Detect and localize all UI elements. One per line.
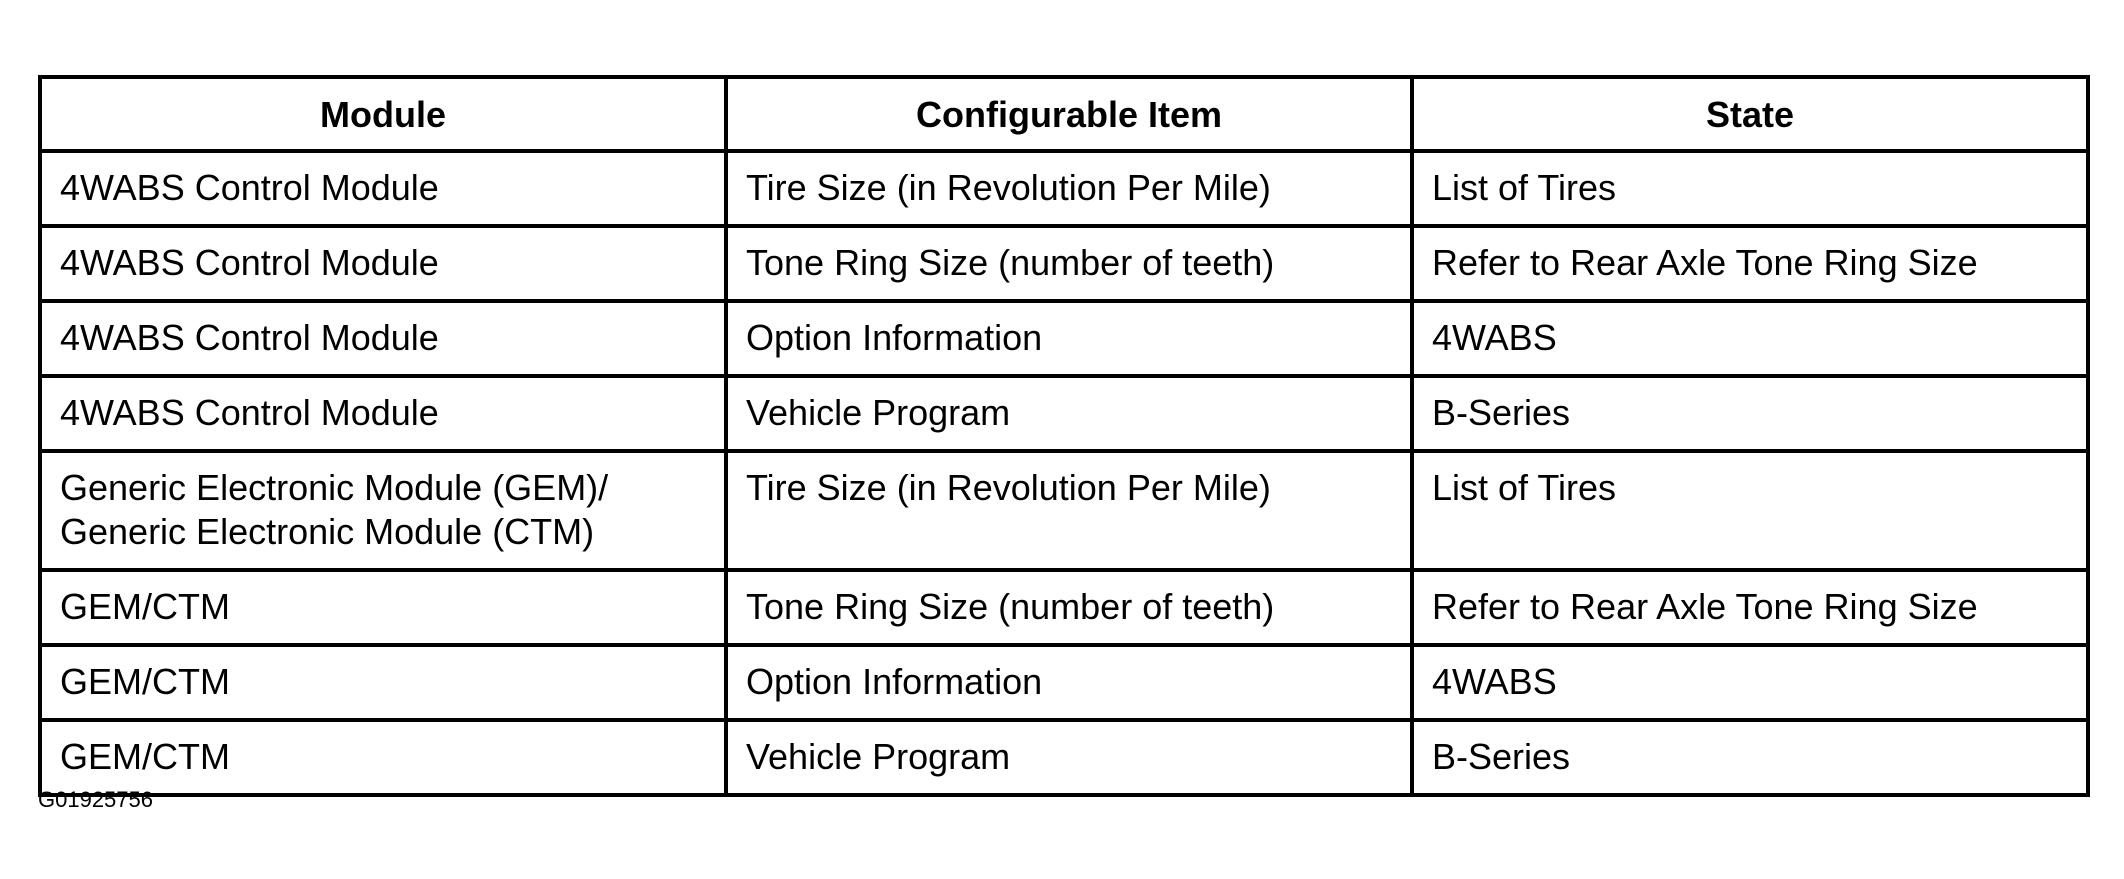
header-module: Module — [40, 77, 726, 151]
header-configurable-item: Configurable Item — [726, 77, 1412, 151]
table-row — [40, 376, 2088, 451]
table-header-row — [40, 77, 2088, 151]
cell-state: Refer to Rear Axle Tone Ring Size — [1412, 226, 2088, 301]
cell-state: 4WABS — [1412, 645, 2088, 720]
cell-configurable-item: Vehicle Program — [726, 720, 1412, 795]
cell-configurable-item: Option Information — [726, 645, 1412, 720]
module-line: 4WABS Control Module — [60, 392, 439, 433]
table-row — [40, 301, 2088, 376]
table-row — [40, 645, 2088, 720]
cell-module — [40, 570, 726, 645]
module-line: Generic Electronic Module (CTM) — [60, 511, 595, 552]
table-row — [40, 226, 2088, 301]
module-line: GEM/CTM — [60, 661, 230, 702]
module-line: GEM/CTM — [60, 736, 230, 777]
cell-module — [40, 645, 726, 720]
table-row — [40, 451, 2088, 570]
cell-configurable-item: Vehicle Program — [726, 376, 1412, 451]
figure-id-label: G01925756 — [38, 787, 153, 812]
module-line: 4WABS Control Module — [60, 242, 439, 283]
module-line: GEM/CTM — [60, 586, 230, 627]
cell-state: B-Series — [1412, 720, 2088, 795]
cell-module — [40, 720, 726, 795]
cell-module — [40, 451, 726, 570]
cell-configurable-item: Tone Ring Size (number of teeth) — [726, 570, 1412, 645]
table-row — [40, 151, 2088, 226]
cell-module — [40, 226, 726, 301]
cell-module — [40, 376, 726, 451]
header-state: State — [1412, 77, 2088, 151]
configuration-table — [38, 75, 2090, 797]
cell-state: B-Series — [1412, 376, 2088, 451]
cell-configurable-item: Option Information — [726, 301, 1412, 376]
module-line: 4WABS Control Module — [60, 317, 439, 358]
cell-state: 4WABS — [1412, 301, 2088, 376]
table-row — [40, 720, 2088, 795]
table-row — [40, 570, 2088, 645]
module-line: Generic Electronic Module (GEM)/ — [60, 467, 609, 508]
module-line: 4WABS Control Module — [60, 167, 439, 208]
cell-module — [40, 301, 726, 376]
cell-state: List of Tires — [1412, 451, 2088, 570]
cell-state: Refer to Rear Axle Tone Ring Size — [1412, 570, 2088, 645]
cell-module — [40, 151, 726, 226]
cell-configurable-item: Tire Size (in Revolution Per Mile) — [726, 151, 1412, 226]
cell-state: List of Tires — [1412, 151, 2088, 226]
cell-configurable-item: Tire Size (in Revolution Per Mile) — [726, 451, 1412, 570]
cell-configurable-item: Tone Ring Size (number of teeth) — [726, 226, 1412, 301]
